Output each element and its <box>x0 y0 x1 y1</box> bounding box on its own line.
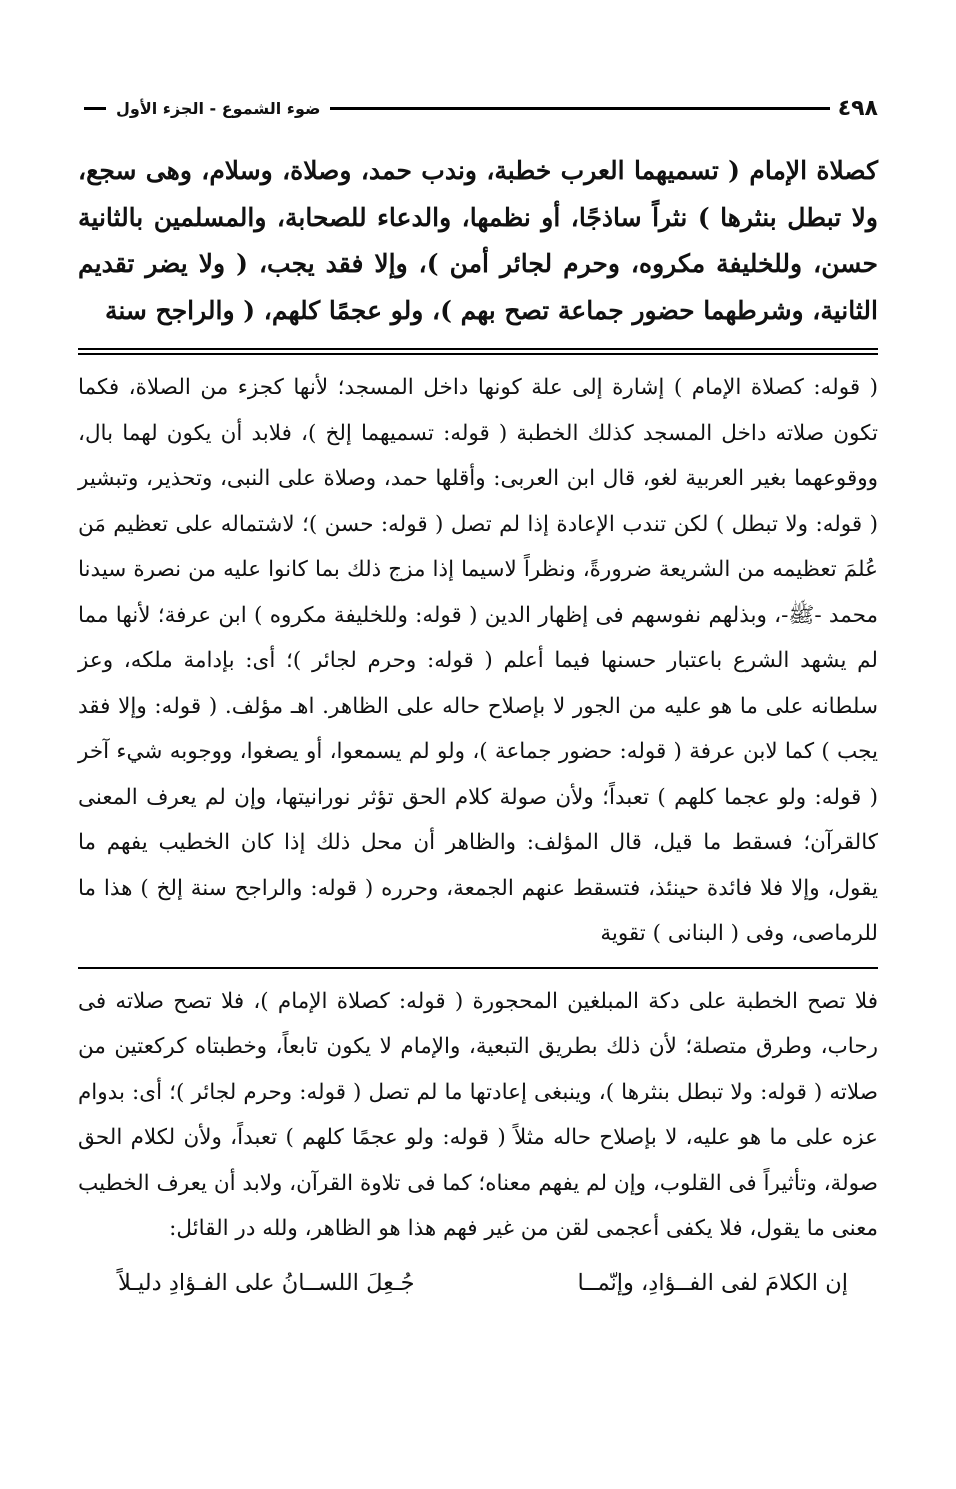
double-rule <box>78 348 878 355</box>
gloss-text: فلا تصح الخطبة على دكة المبلغين المحجورة ( قوله: كصلاة الإمام )، فلا تصح صلاته فى رحاب، وطرق متصلة؛ لأن ذلك بطريق التبعية، والإمام لا يكون تابعاً، وخطبتاه كركعتين من صلاته ( قوله: ولا تبطل بنثرها )، وينبغى إعادتها ما لم تصل ( قوله: وحرم لجائر )؛ أى: بدوام عزه على ما هو عليه، لا بإصلاح حاله مثلاً ( قوله: ولو عجمًا كلهم ) تعبداً، ولأن لكلام الحق صولة، وتأثيراً فى القلوب، وإن لم يفهم معناه؛ كما فى تلاوة القرآن، ولابد أن يعرف الخطيب معنى ما يقول، فلا يكفى أعجمى لقن من غير فهم هذا هو الظاهر، ولله در القائل: <box>78 988 878 1241</box>
header-dash <box>84 107 106 110</box>
header-rule <box>330 107 829 110</box>
verse-second-hemistich: جُـعِلَ اللســانُ على الفـؤادِ دليـلاً <box>118 1269 415 1296</box>
verse-first-hemistich: إن الكلامَ لفى الفــؤادِ، وإنّمــا <box>577 1269 848 1296</box>
section-rule <box>78 967 878 969</box>
commentary-text: ( قوله: كصلاة الإمام ) إشارة إلى علة كونها داخل المسجد؛ لأنها كجزء من الصلاة، فكما تكون صلاته داخل المسجد كذلك الخطبة ( قوله: تسميهما إلخ )، فلابد أن يكون لهما بال، ووقوعهما بغير العربية لغو، قال ابن العربى: وأقلها حمد، وصلاة على النبى، وتحذير، وتبشير ( قوله: ولا تبطل ) لكن تندب الإعادة إذا لم تصل ( قوله: حسن )؛ لاشتماله على تعظيم مَن عُلمَ تعظيمه من الشريعة ضرورةً، ونظراً لاسيما إذا مزج ذلك بما كانوا عليه من نصرة سيدنا محمد -ﷺ-، وبذلهم نفوسهم فى إظهار الدين ( قوله: وللخليفة مكروه ) ابن عرفة؛ لأنها مما لم يشهد الشرع باعتبار حسنها فيما أعلم ( قوله: وحرم لجائر )؛ أى: بإدامة ملكه، وعز سلطانه على ما هو عليه من الجور لا بإصلاح حاله على الظاهر. اهـ مؤلف. ( قوله: وإلا فقد يجب ) كما لابن عرفة ( قوله: حضور جماعة )، ولو لم يسمعوا، أو يصغوا، ووجوبه شيء آخر ( قوله: ولو عجما كلهم ) تعبداً؛ ولأن صولة كلام الحق تؤثر نورانيتها، وإن لم يعرف المعنى كالقرآن؛ فسقط ما قيل، قال المؤلف: والظاهر أن محل ذلك إذا كان الخطيب يفهم ما يقول، وإلا فلا فائدة حينئذ، فتسقط عنهم الجمعة، وحرره ( قوله: والراجح سنة إلخ ) هذا ما للرماصى، وفى ( البنانى ) تقوية <box>78 375 878 946</box>
main-text: كصلاة الإمام ( تسميهما العرب خطبة، وندب حمد، وصلاة، وسلام، وهى سجع، ولا تبطل بنثرها ) نثراً ساذجًا، أو نظمها، والدعاء للصحابة، والمسلمين بالثانية حسن، وللخليفة مكروه، وحرم لجائر أمن )، وإلا فقد يجب، ( ولا يضر تقديم الثانية، وشرطهما حضور جماعة تصح بهم )، ولو عجمًا كلهم، ( والراجح سنة <box>78 156 879 325</box>
page <box>78 88 878 1306</box>
poetry-verse <box>118 1260 848 1306</box>
page-number: ٤٩٨ <box>837 95 878 121</box>
page-header <box>78 88 878 128</box>
running-title: ضوء الشموع - الجزء الأول <box>116 98 321 118</box>
